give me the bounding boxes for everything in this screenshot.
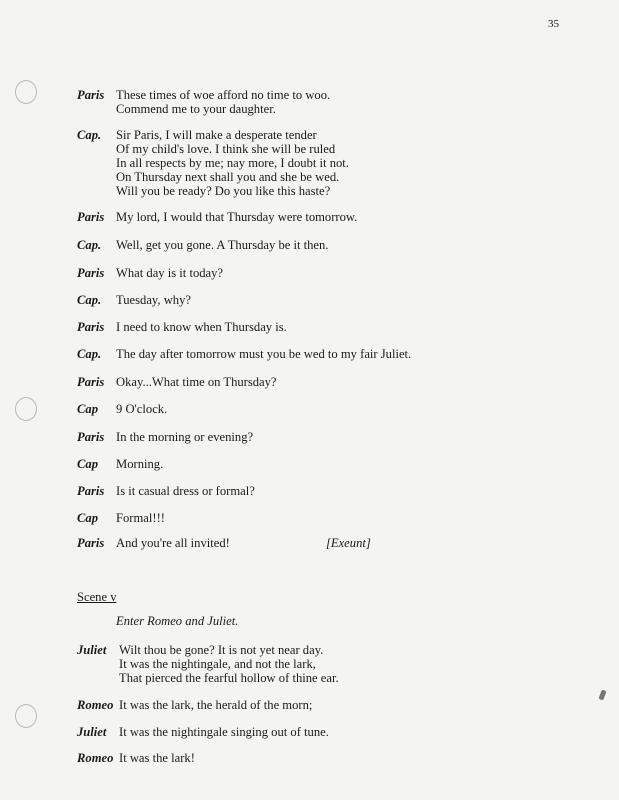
speaker-name: Paris bbox=[77, 210, 105, 224]
speaker-name: Cap bbox=[77, 511, 98, 525]
speaker-name: Cap. bbox=[77, 347, 102, 361]
dialogue-line: These times of woe afford no time to woo. bbox=[116, 88, 331, 102]
dialogue-line: Wilt thou be gone? It is not yet near day. bbox=[119, 643, 324, 657]
dialogue-line: In all respects by me; nay more, I doubt it not. bbox=[116, 156, 349, 170]
dialogue-line: It was the lark! bbox=[119, 751, 195, 765]
dialogue-block bbox=[0, 457, 619, 471]
speaker-name: Juliet bbox=[77, 725, 107, 739]
dialogue-block bbox=[0, 347, 619, 361]
dialogue-block bbox=[0, 210, 619, 224]
speaker-name: Paris bbox=[77, 536, 105, 550]
speaker-name: Romeo bbox=[77, 698, 114, 712]
dialogue-block bbox=[0, 751, 619, 765]
dialogue-line: Well, get you gone. A Thursday be it then. bbox=[116, 238, 329, 252]
dialogue-line: It was the lark, the herald of the morn; bbox=[119, 698, 313, 712]
speaker-name: Paris bbox=[77, 320, 105, 334]
dialogue-line: On Thursday next shall you and she be wed. bbox=[116, 170, 340, 184]
speaker-name: Cap. bbox=[77, 238, 102, 252]
dialogue-line: Will you be ready? Do you like this haste? bbox=[116, 184, 331, 198]
speaker-name: Romeo bbox=[77, 751, 114, 765]
dialogue-line: Is it casual dress or formal? bbox=[116, 484, 255, 498]
speaker-name: Paris bbox=[77, 88, 105, 102]
dialogue-line: Sir Paris, I will make a desperate tender bbox=[116, 128, 317, 142]
dialogue-block bbox=[0, 128, 619, 142]
dialogue-block bbox=[0, 293, 619, 307]
page-number: 35 bbox=[548, 18, 559, 30]
dialogue-block bbox=[0, 375, 619, 389]
speaker-name: Paris bbox=[77, 266, 105, 280]
dialogue-line: Morning. bbox=[116, 457, 164, 471]
dialogue-line: And you're all invited! bbox=[116, 536, 230, 550]
dialogue-block bbox=[0, 725, 619, 739]
speaker-name: Paris bbox=[77, 430, 105, 444]
stage-direction: Enter Romeo and Juliet. bbox=[116, 614, 239, 628]
dialogue-block bbox=[0, 402, 619, 416]
speaker-name: Cap. bbox=[77, 128, 102, 142]
dialogue-line: My lord, I would that Thursday were tomorrow. bbox=[116, 210, 358, 224]
dialogue-line: That pierced the fearful hollow of thine ear. bbox=[119, 671, 339, 685]
stage-direction: [Exeunt] bbox=[326, 536, 371, 550]
speaker-name: Cap bbox=[77, 402, 98, 416]
dialogue-line: What day is it today? bbox=[116, 266, 224, 280]
dialogue-line: I need to know when Thursday is. bbox=[116, 320, 287, 334]
dialogue-block bbox=[0, 266, 619, 280]
speaker-name: Paris bbox=[77, 484, 105, 498]
dialogue-line: Commend me to your daughter. bbox=[116, 102, 276, 116]
speaker-name: Paris bbox=[77, 375, 105, 389]
speaker-name: Juliet bbox=[77, 643, 107, 657]
dialogue-line: Okay...What time on Thursday? bbox=[116, 375, 277, 389]
dialogue-line: It was the nightingale singing out of tune. bbox=[119, 725, 329, 739]
dialogue-line: The day after tomorrow must you be wed to my fair Juliet. bbox=[116, 347, 412, 361]
dialogue-block bbox=[0, 430, 619, 444]
dialogue-line: Tuesday, why? bbox=[116, 293, 191, 307]
dialogue-block bbox=[0, 484, 619, 498]
dialogue-line: It was the nightingale, and not the lark, bbox=[119, 657, 316, 671]
dialogue-block bbox=[0, 88, 619, 102]
dialogue-block bbox=[0, 238, 619, 252]
dialogue-block bbox=[0, 320, 619, 334]
dialogue-line: Of my child's love. I think she will be ruled bbox=[116, 142, 336, 156]
dialogue-block bbox=[0, 536, 619, 550]
dialogue-block bbox=[0, 698, 619, 712]
speaker-name: Cap bbox=[77, 457, 98, 471]
dialogue-line: 9 O'clock. bbox=[116, 402, 168, 416]
dialogue-block bbox=[0, 511, 619, 525]
dialogue-line: Formal!!! bbox=[116, 511, 165, 525]
scene-heading: Scene v bbox=[77, 590, 117, 604]
speaker-name: Cap. bbox=[77, 293, 102, 307]
dialogue-block bbox=[0, 643, 619, 657]
dialogue-line: In the morning or evening? bbox=[116, 430, 254, 444]
